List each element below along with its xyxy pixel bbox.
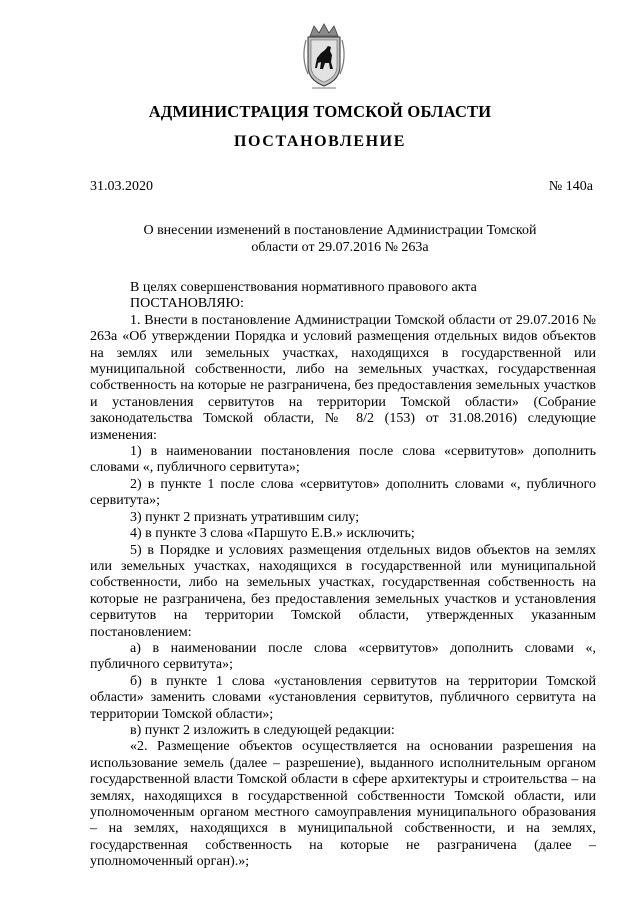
- document-subject: [130, 222, 550, 256]
- body-paragraph: 1) в наименовании постановления после слова «сервитутов» дополнить словами «, публичного сервитута»;: [90, 444, 596, 476]
- body-paragraph: 3) пункт 2 признать утратившим силу;: [130, 509, 360, 525]
- subject-line: О внесении изменений в постановление Администрации Томской: [143, 223, 537, 238]
- preamble: В целях совершенствования нормативного правового акта: [130, 280, 477, 295]
- body-paragraph: а) в наименовании после слова «сервитутов» дополнить словами «, публичного сервитута»;: [90, 640, 596, 673]
- coat-of-arms-icon: [300, 22, 348, 92]
- organization-title: АДМИНИСТРАЦИЯ ТОМСКОЙ ОБЛАСТИ: [148, 102, 492, 121]
- body-paragraph: 1. Внести в постановление Администрации Томской области от 29.07.2016 № 263а «Об утверждении Порядка и условий размещения отдельных видов объектов на землях или земельных участках, находящихся в государственной или муниципальной собственности, либо на земельных участках, государственная собственность на которые не разграничена, без предоставления земельных участков и установления сервитутов на территории Томской области» (Собрание законодательства Томской области, № 8/2 (153) от 31.08.2016) следующие изменения:: [90, 312, 596, 443]
- document-number: № 140а: [548, 179, 593, 194]
- document-body: [90, 280, 596, 871]
- document-type-title: ПОСТАНОВЛЕНИЕ: [234, 133, 406, 150]
- body-paragraph: б) в пункте 1 слова «установления сервитутов на территории Томской области» заменить словами «установления сервитутов, публичного сервитута на территории Томской области»;: [90, 673, 596, 722]
- body-paragraph: 5) в Порядке и условиях размещения отдельных видов объектов на землях или земельных участках, находящихся в государственной или муниципальной собственности, либо на земельных участках, государственная собственность на которые не разграничена, без предоставления земельных участков и установления сервитутов на территории Томской области, утвержденных указанным постановлением:: [90, 542, 596, 640]
- subject-line: области от 29.07.2016 № 263а: [251, 240, 429, 255]
- body-paragraph: 2) в пункте 1 после слова «сервитутов» дополнить словами «, публичного сервитута»;: [90, 476, 596, 509]
- body-paragraph: 4) в пункте 3 слова «Паршуто Е.В.» исключить;: [130, 526, 415, 542]
- body-paragraph: в) пункт 2 изложить в следующей редакции:: [130, 722, 395, 738]
- document-date: 31.03.2020: [90, 179, 153, 194]
- body-paragraph: «2. Размещение объектов осуществляется на основании разрешения на использование земель (далее – разрешение), выданного исполнительным органом государственной власти Томской области в сфере архитектуры и строительства – на землях, находящихся в государственной собственности Томской области, или уполномоченным органом местного самоуправления муниципального образования – на землях, находящихся в муниципальной собственности, и на землях, государственная собственность на которые не разграничена (далее – уполномоченный орган).»;: [90, 739, 596, 870]
- decree-word: ПОСТАНОВЛЯЮ:: [130, 296, 244, 312]
